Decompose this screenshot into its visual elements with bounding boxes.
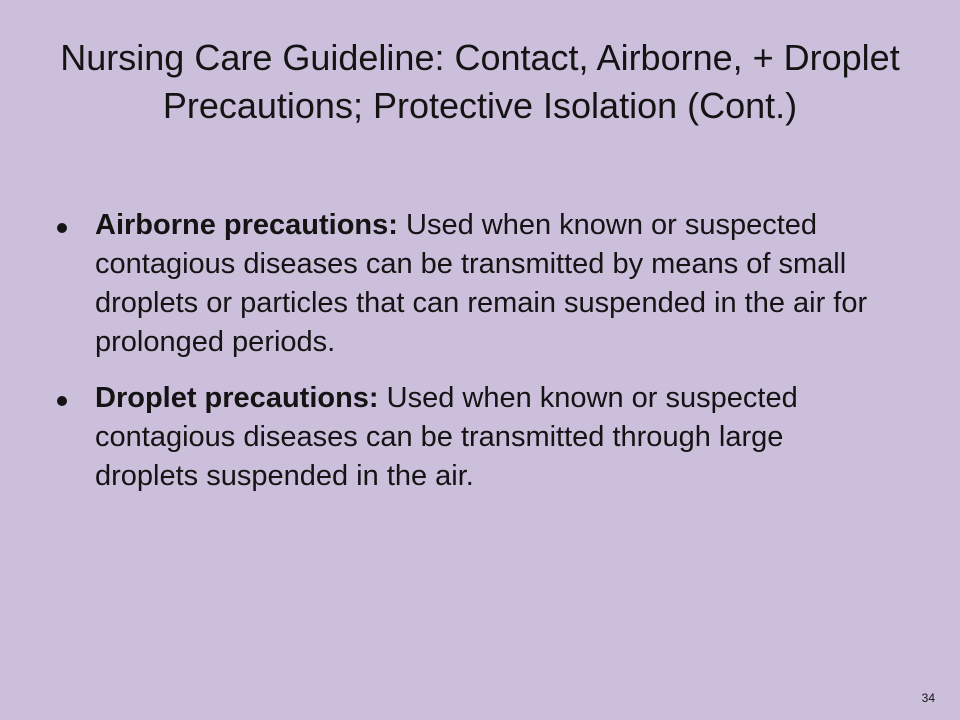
bullet-item-droplet	[52, 379, 882, 496]
slide-title: Nursing Care Guideline: Contact, Airborne, + Droplet Precautions; Protective Isolation (Cont.)	[60, 37, 900, 126]
bullet-item-airborne	[52, 206, 882, 362]
bullet-dot-icon	[57, 223, 67, 233]
page-number: 34	[921, 691, 935, 705]
bullet-text: Used when known or suspected contagious diseases can be transmitted by means of small droplets or particles that can remain suspended in the air for prolonged periods.	[95, 209, 868, 358]
bullet-term: Droplet precautions:	[95, 382, 379, 414]
bullet-list	[52, 206, 882, 513]
bullet-dot-icon	[57, 396, 67, 406]
bullet-text: Used when known or suspected contagious diseases can be transmitted through large droplets suspended in the air.	[95, 382, 798, 492]
bullet-term: Airborne precautions:	[95, 209, 398, 241]
